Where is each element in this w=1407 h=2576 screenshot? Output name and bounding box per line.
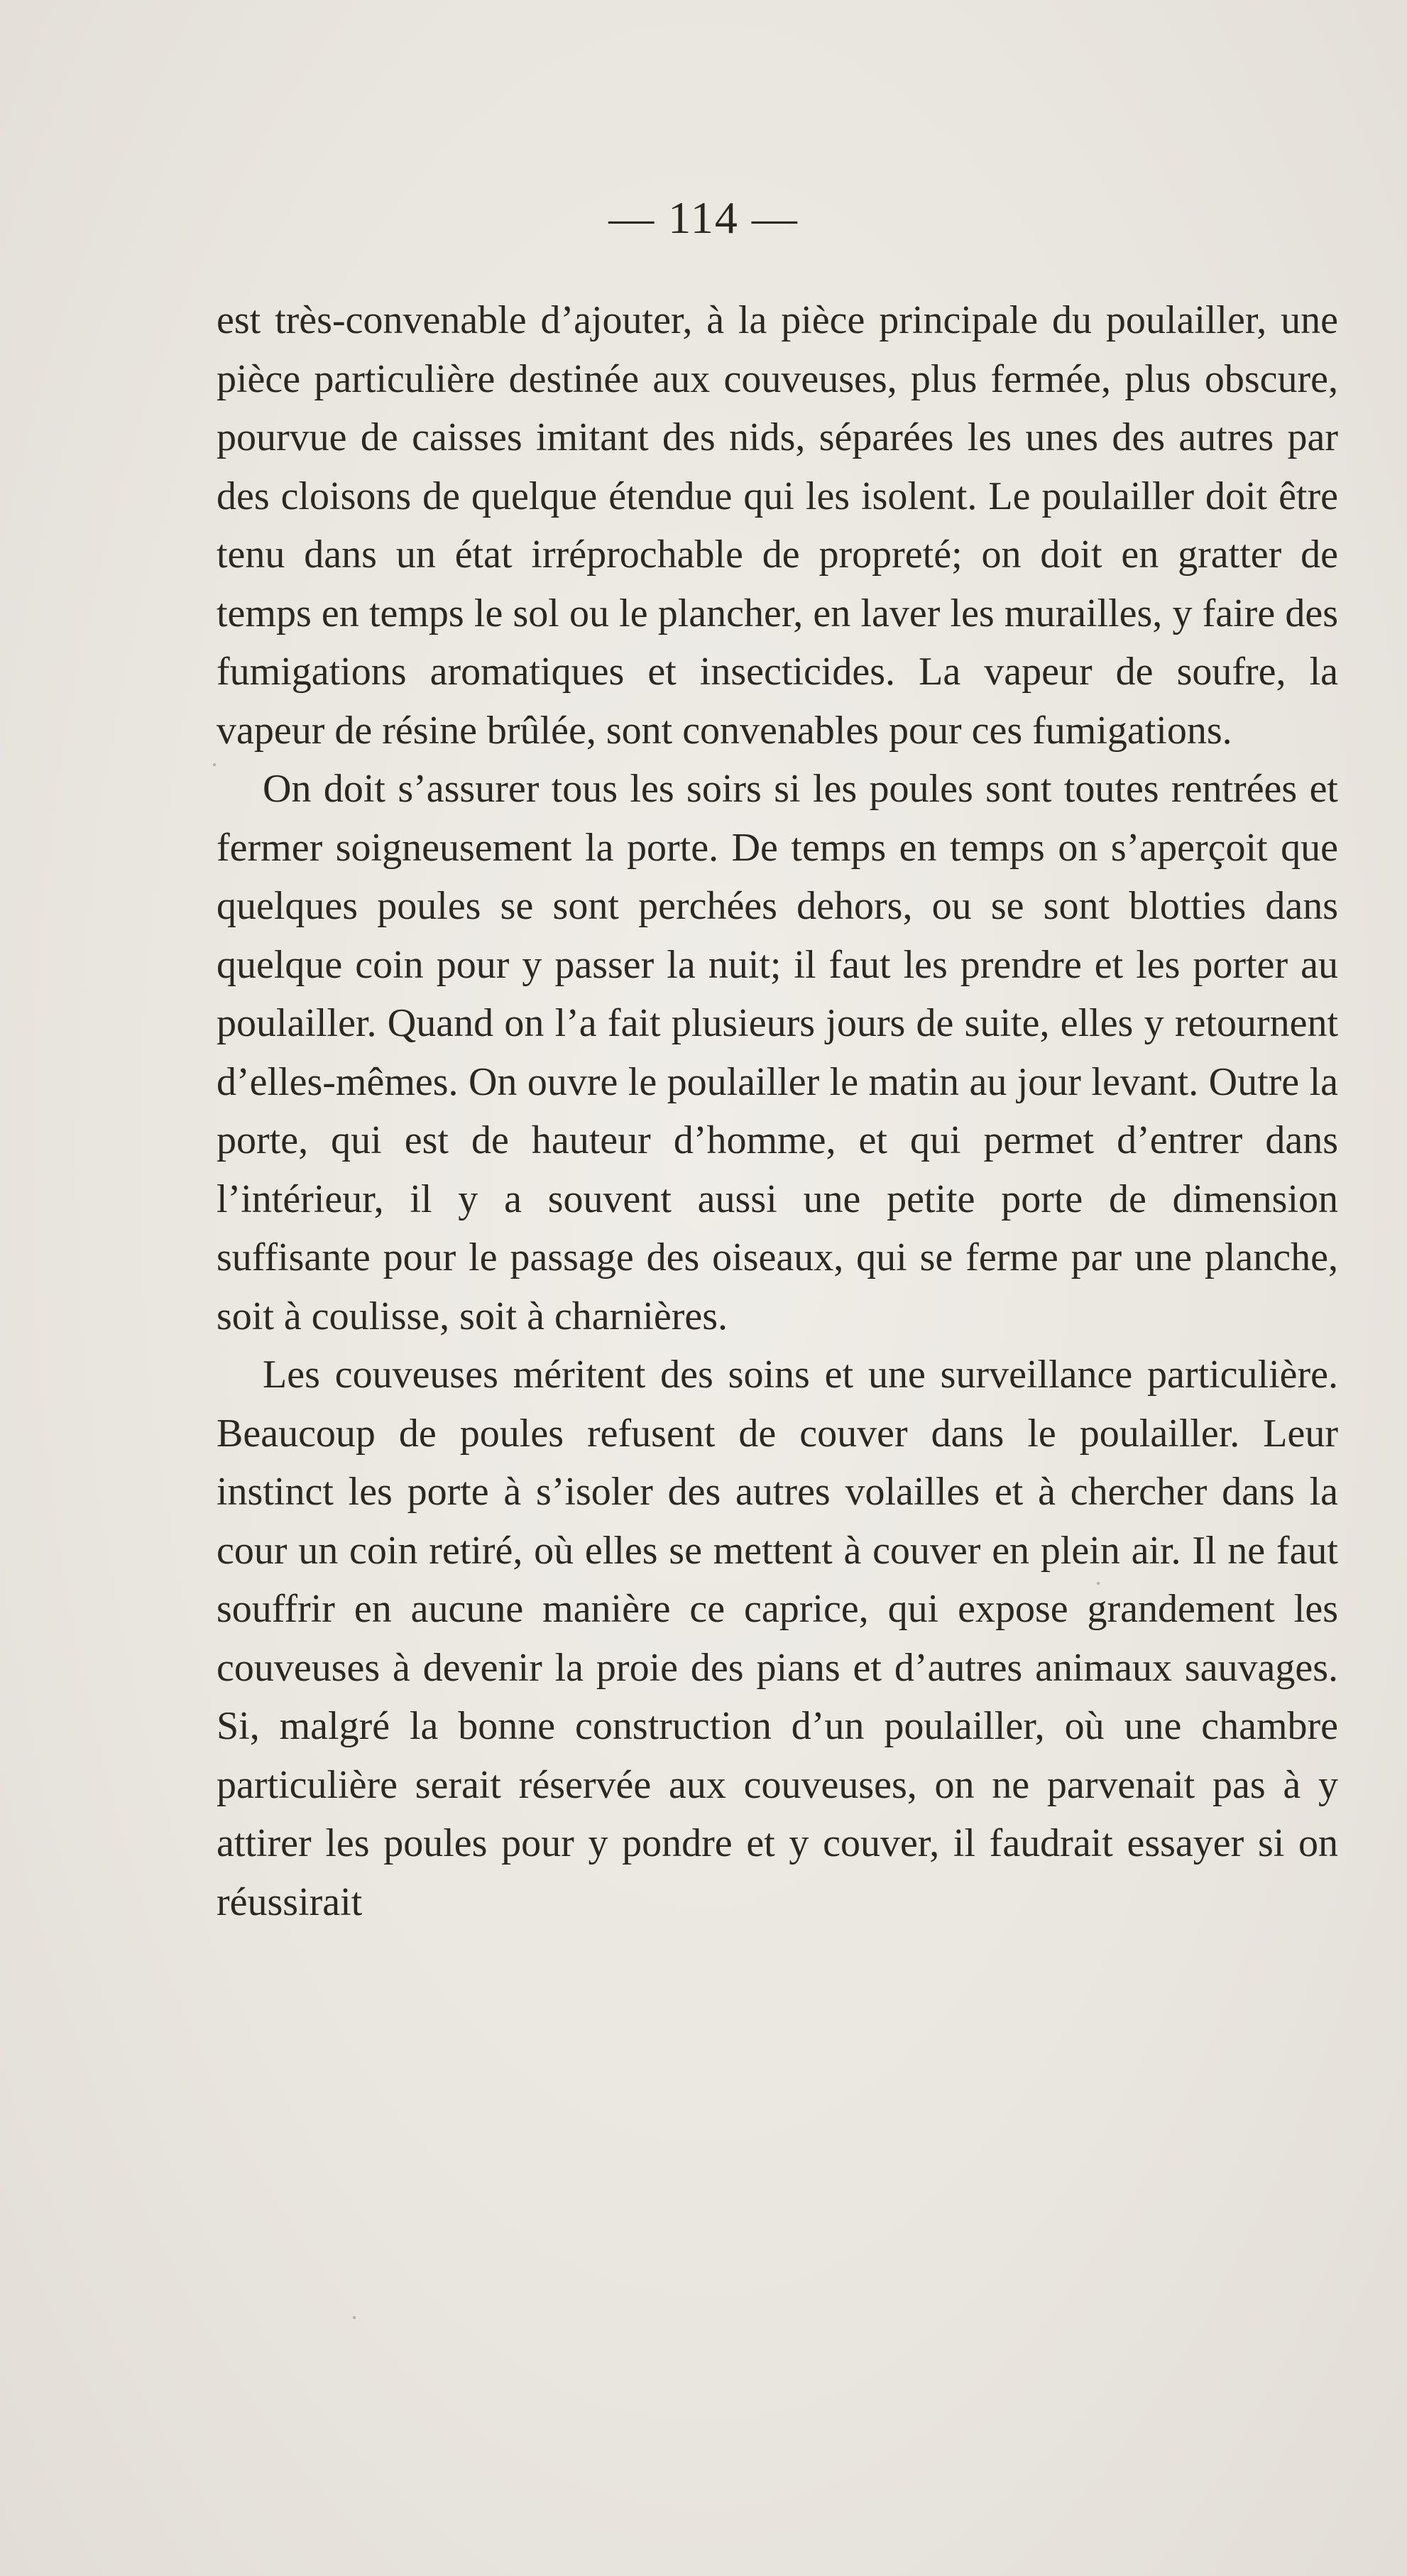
paper-speck (353, 2316, 356, 2319)
paper-speck (1097, 1582, 1100, 1585)
paragraph-couveuses: Les couveuses méritent des soins et une surveillance particulière. Beaucoup de poules refusent de couver dans le poulailler. Leur instinct les porte à s’isoler des autres volailles et à chercher dans la cour un coin retiré, où elles se mettent à couver en plein air. Il ne faut souffrir en aucune manière ce caprice, qui expose grandement les couveuses à devenir la proie des pians et d’autres animaux sauvages. Si, malgré la bonne construction d’un poulailler, où une chambre particulière serait réservée aux couveuses, on ne parvenait pas à y attirer les poules pour y pondre et y couver, il faudrait essayer si on réussirait (217, 1353, 1338, 1924)
paragraph-evening-check: On doit s’assurer tous les soirs si les poules sont toutes rentrées et fermer soigneusement la porte. De temps en temps on s’aperçoit que quelques poules se sont perchées dehors, ou se sont blotties dans quelque coin pour y passer la nuit; il faut les prendre et les porter au poulailler. Quand on l’a fait plusieurs jours de suite, elles y retournent d’elles-mêmes. On ouvre le poulailler le matin au jour levant. Outre la porte, qui est de hauteur d’homme, et qui permet d’entrer dans l’intérieur, il y a souvent aussi une petite porte de dimension suffisante pour le passage des oiseaux, qui se ferme par une planche, soit à coulisse, soit à charnières. (217, 767, 1338, 1338)
page-number: — 114 — (608, 192, 799, 243)
body-text (217, 291, 1338, 1931)
paper-speck (213, 763, 216, 766)
paragraph-continuation: est très-convenable d’ajouter, à la pièce principale du poulailler, une pièce particulière destinée aux couveuses, plus fermée, plus obscure, pourvue de caisses imitant des nids, séparées les unes des autres par des cloisons de quelque étendue qui les isolent. Le poulailler doit être tenu dans un état irréprochable de propreté; on doit en gratter de temps en temps le sol ou le plancher, en laver les murailles, y faire des fumigations aromatiques et insecticides. La vapeur de soufre, la vapeur de résine brûlée, sont convenables pour ces fumigations. (217, 298, 1338, 753)
